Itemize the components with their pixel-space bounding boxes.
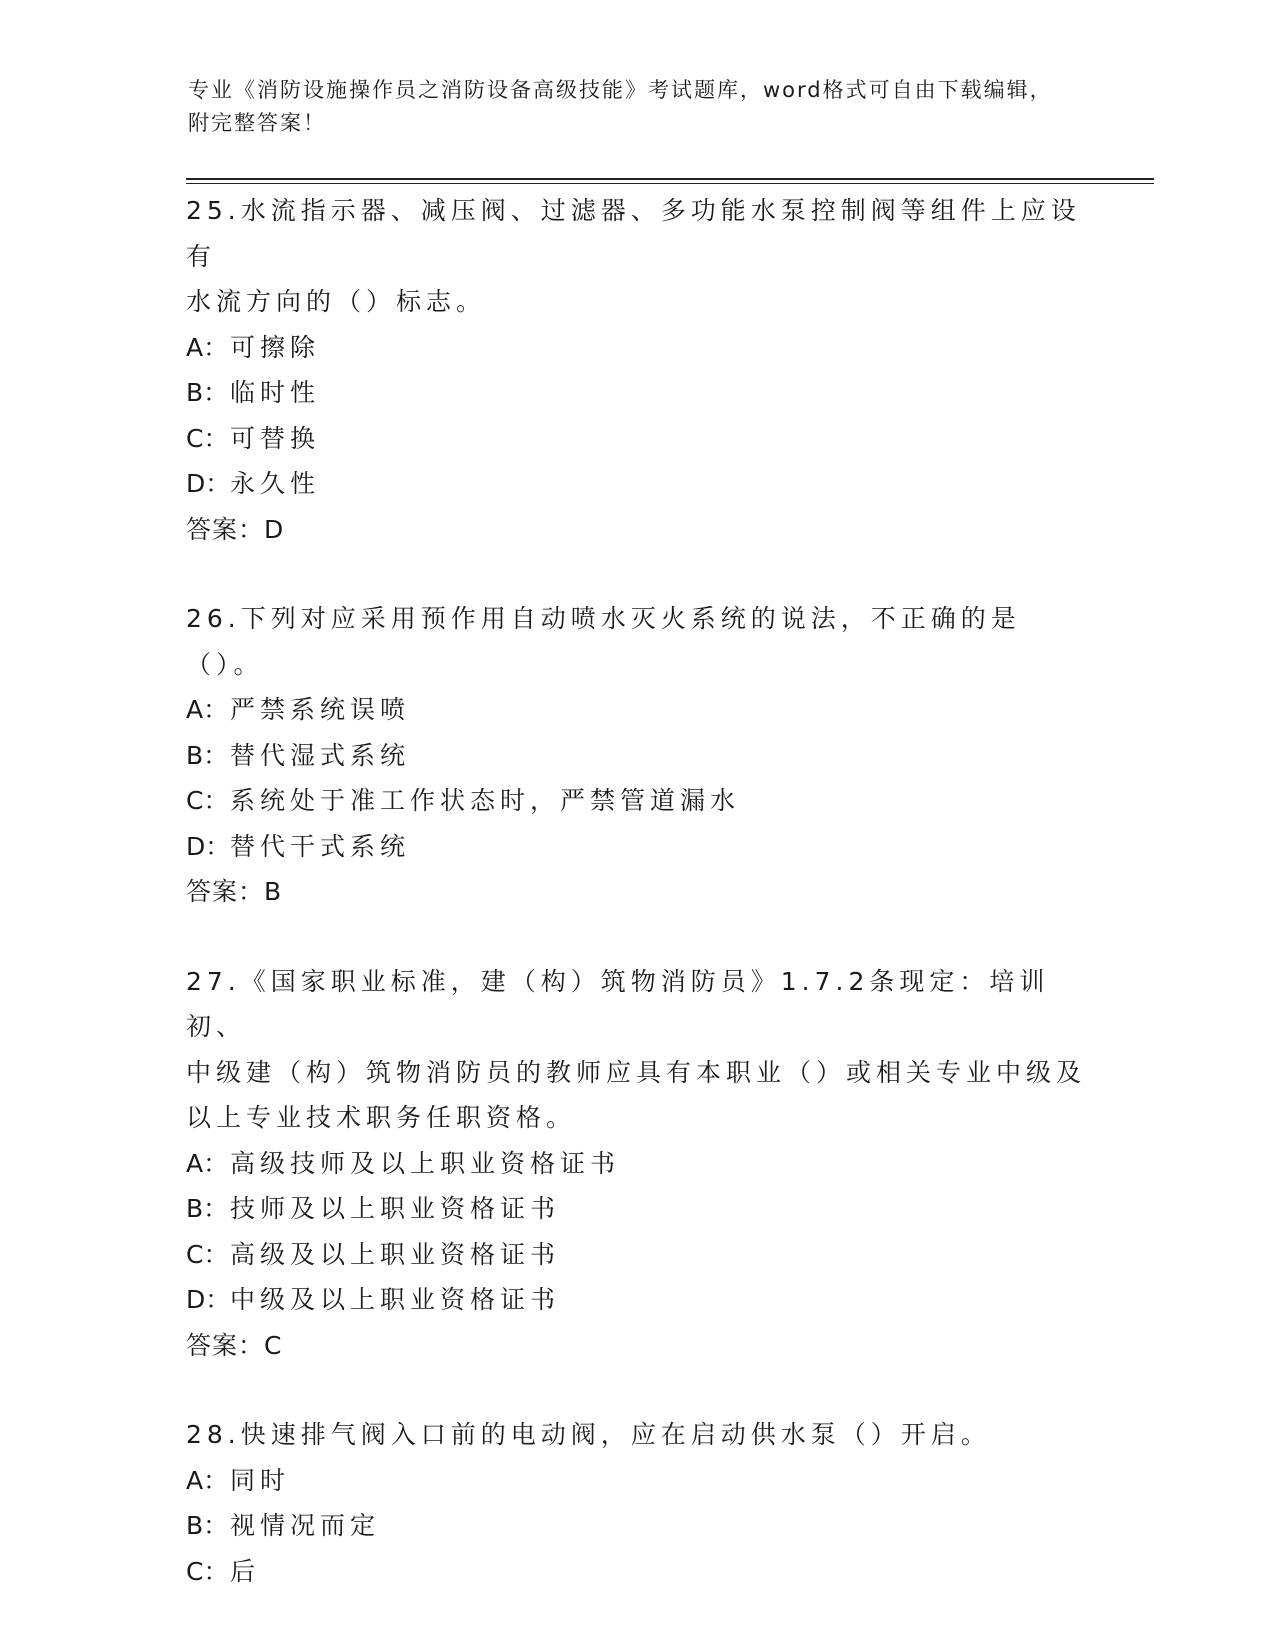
option-text: 可替换 (230, 423, 321, 453)
option-a (186, 1458, 1086, 1504)
option-d (186, 461, 1086, 507)
option-key: A： (186, 695, 229, 724)
option-c (186, 1549, 1086, 1595)
option-text: 高级技师及以上职业资格证书 (230, 1148, 621, 1178)
option-key: D： (186, 469, 231, 498)
option-text: 同时 (230, 1465, 291, 1495)
option-c (186, 1232, 1086, 1278)
option-text: 临时性 (230, 378, 321, 407)
option-key: B： (186, 1194, 229, 1223)
option-d (186, 1277, 1086, 1323)
option-b (186, 733, 1086, 779)
question-stem-line: 水流方向的（）标志。 (186, 287, 487, 316)
option-b (186, 1503, 1086, 1549)
option-a (186, 1141, 1086, 1187)
option-b (186, 1186, 1086, 1232)
answer-line: 答案：B (186, 877, 283, 906)
option-key: C： (186, 423, 229, 453)
question-stem-line: 25.水流指示器、减压阀、过滤器、多功能水泵控制阀等组件上应设有 (186, 196, 1081, 271)
option-c (186, 778, 1086, 824)
header-divider-thick (186, 178, 1154, 180)
option-key: C： (186, 786, 229, 815)
option-text: 替代湿式系统 (230, 740, 411, 770)
option-key: C： (186, 1239, 229, 1269)
question-stem-line: 中级建（构）筑物消防员的教师应具有本职业（）或相关专业中级及 (186, 1057, 1087, 1087)
option-a (186, 687, 1086, 733)
answer-line: 答案：D (186, 514, 285, 544)
option-text: 永久性 (230, 469, 321, 498)
question-stem-line: 27.《国家职业标准，建（构）筑物消防员》1.7.2条现定：培训初、 (186, 966, 1050, 1041)
option-key: D： (186, 1285, 231, 1314)
option-text: 中级及以上职业资格证书 (230, 1285, 561, 1314)
option-c (186, 416, 1086, 462)
question-list (186, 188, 1086, 1638)
answer-line: 答案：C (186, 1330, 283, 1360)
option-text: 技师及以上职业资格证书 (230, 1194, 561, 1223)
option-key: A： (186, 332, 229, 362)
option-d (186, 824, 1086, 870)
question-26 (186, 596, 1086, 915)
option-key: B： (186, 740, 229, 770)
option-text: 系统处于准工作状态时，严禁管道漏水 (230, 786, 741, 815)
option-a (186, 325, 1086, 371)
option-key: D： (186, 831, 231, 861)
option-key: A： (186, 1148, 229, 1178)
option-text: 高级及以上职业资格证书 (230, 1239, 561, 1269)
option-text: 视情况而定 (230, 1511, 381, 1540)
option-key: B： (186, 1511, 229, 1540)
question-stem-line: 26.下列对应采用预作用自动喷水灭火系统的说法，不正确的是（）。 (186, 604, 1021, 679)
option-text: 严禁系统误喷 (230, 695, 411, 724)
option-text: 可擦除 (230, 332, 321, 362)
option-key: B： (186, 378, 229, 407)
option-text: 替代干式系统 (230, 831, 411, 861)
document-header: 专业《消防设施操作员之消防设备高级技能》考试题库，word格式可自由下载编辑，附完整答案！ (188, 78, 1053, 135)
question-27 (186, 959, 1086, 1369)
option-b (186, 370, 1086, 416)
question-25 (186, 188, 1086, 552)
question-28 (186, 1412, 1086, 1594)
header-divider-thin (186, 183, 1154, 184)
option-text: 后 (230, 1556, 261, 1586)
option-key: C： (186, 1556, 229, 1586)
option-key: A： (186, 1465, 229, 1495)
question-stem-line: 28.快速排气阀入口前的电动阀，应在启动供水泵（）开启。 (186, 1420, 991, 1449)
question-stem-line: 以上专业技术职务任职资格。 (186, 1103, 577, 1132)
